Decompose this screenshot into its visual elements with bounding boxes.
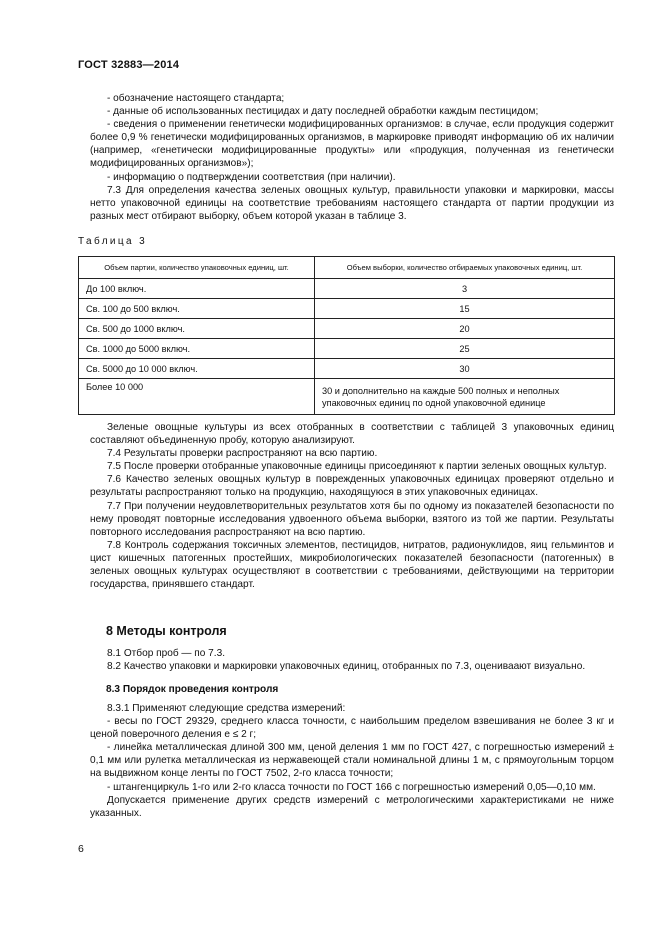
paragraph: - данные об использованных пестицидах и дату последней обработки каждым пестицидом; — [107, 106, 539, 118]
paragraph-8-2: 8.2 Качество упаковки и маркировки упаковочных единиц, отобранных по 7.3, оцениваают визуально. — [107, 661, 586, 673]
sampling-table — [78, 256, 615, 415]
paragraph: Допускается применение других средств измерений с метрологическими характеристиками не ниже указанных. — [90, 794, 614, 819]
paragraph: - информацию о подтверждении соответствия (при наличии). — [107, 171, 396, 183]
table-row — [79, 319, 615, 339]
table-row — [79, 279, 615, 299]
instrument-item: - штангенциркуль 1-го или 2-го класса точности по ГОСТ 166 с погрешностью измерений 0,05—0,10 мм. — [107, 781, 596, 793]
table-row — [79, 299, 615, 319]
lot-cell: До 100 включ. — [79, 279, 315, 299]
lot-cell: Более 10 000 — [79, 379, 315, 415]
instrument-item: - весы по ГОСТ 29329, среднего класса точности, с наибольшим пределом взвешивания не более 3 кг и ценой поверочного деления e ≤ 2 г; — [90, 716, 614, 741]
sampling-rules — [90, 421, 614, 591]
paragraph: - сведения о применении генетически модифицированных организмов: в случае, если продукция содержит более 0,9 % генетически модифицированных организмов, в маркировке приводят информацию об их наличии (например, «генетически модифицированные продукты» или «продукция, полученная из генетически модифицированных организмов»); — [90, 119, 614, 170]
page-number: 6 — [78, 843, 84, 855]
lot-cell: Св. 1000 до 5000 включ. — [79, 339, 315, 359]
section-8-intro — [90, 647, 614, 673]
table-row — [79, 379, 615, 415]
measuring-instruments — [90, 702, 614, 820]
paragraph-7-8: 7.8 Контроль содержания токсичных элементов, пестицидов, нитратов, радионуклидов, яиц гельминтов и цист кишечных патогенных простейших, микробиологических показателей безопасности (патогенных) в зеленых овощных культурах осуществляют в соответствии с требованиями, действующими на территории государства, принявшего стандарт. — [90, 539, 614, 591]
paragraph: Зеленые овощные культуры из всех отобранных в соответствии с таблицей 3 упаковочных единиц составляют объединенную пробу, которую анализируют. — [90, 422, 614, 447]
paragraph-7-7: 7.7 При получении неудовлетворительных результатов хотя бы по одному из показателей безопасности по нему проводят повторные исследования удвоенного объема выборки, взятого из той же партии. Результаты повторного исследования распространяют на всю партию. — [90, 500, 614, 538]
lot-cell: Св. 100 до 500 включ. — [79, 299, 315, 319]
sample-cell: 30 — [315, 359, 615, 379]
paragraph-7-4: 7.4 Результаты проверки распространяют на всю партию. — [107, 448, 378, 460]
section-8-3-title: 8.3 Порядок проведения контроля — [106, 684, 279, 695]
table-row — [79, 359, 615, 379]
column-header-sample: Объем выборки, количество отбираемых упаковочных единиц, шт. — [315, 257, 615, 279]
sample-cell: 3 — [315, 279, 615, 299]
document-header: ГОСТ 32883—2014 — [78, 59, 180, 71]
lot-cell: Св. 500 до 1000 включ. — [79, 319, 315, 339]
column-header-lot: Объем партии, количество упаковочных единиц, шт. — [79, 257, 315, 279]
instrument-item: - линейка металлическая длиной 300 мм, ценой деления 1 мм по ГОСТ 427, с погрешностью измерений ± 0,1 мм или рулетка металлическая из нержавеющей стали номинальной длины 1 м, с прямоугольным торцом на выдвижном конце ленты по ГОСТ 7502, 2-го класса точности; — [90, 742, 614, 780]
table-caption: Таблица 3 — [78, 236, 148, 247]
paragraph-8-3-1: 8.3.1 Применяют следующие средства измерений: — [107, 703, 346, 714]
sample-cell: 15 — [315, 299, 615, 319]
table-header-row — [79, 257, 615, 279]
paragraph-7-5: 7.5 После проверки отобранные упаковочные единицы присоединяют к партии зеленых овощных культур. — [107, 461, 607, 473]
labeling-list — [90, 92, 614, 223]
lot-cell: Св. 5000 до 10 000 включ. — [79, 359, 315, 379]
paragraph-8-1: 8.1 Отбор проб — по 7.3. — [107, 648, 226, 659]
sample-cell: 20 — [315, 319, 615, 339]
table-row — [79, 339, 615, 359]
sample-cell: 25 — [315, 339, 615, 359]
paragraph: - обозначение настоящего стандарта; — [107, 93, 285, 104]
sample-cell: 30 и дополнительно на каждые 500 полных и неполных упаковочных единиц по одной упаковочной единице — [315, 379, 615, 415]
paragraph-7-6: 7.6 Качество зеленых овощных культур в поврежденных упаковочных единицах проверяют отдельно и результаты распространяют только на продукцию, находящуюся в этих упаковочных единицах. — [90, 474, 614, 499]
section-8-title: 8 Методы контроля — [106, 624, 227, 638]
paragraph-7-3: 7.3 Для определения качества зеленых овощных культур, правильности упаковки и маркировки, массы нетто упаковочной единицы на соответствие требованиям настоящего стандарта от партии продукции из разных мест отбирают выборку, объем которой указан в таблице 3. — [90, 184, 614, 222]
